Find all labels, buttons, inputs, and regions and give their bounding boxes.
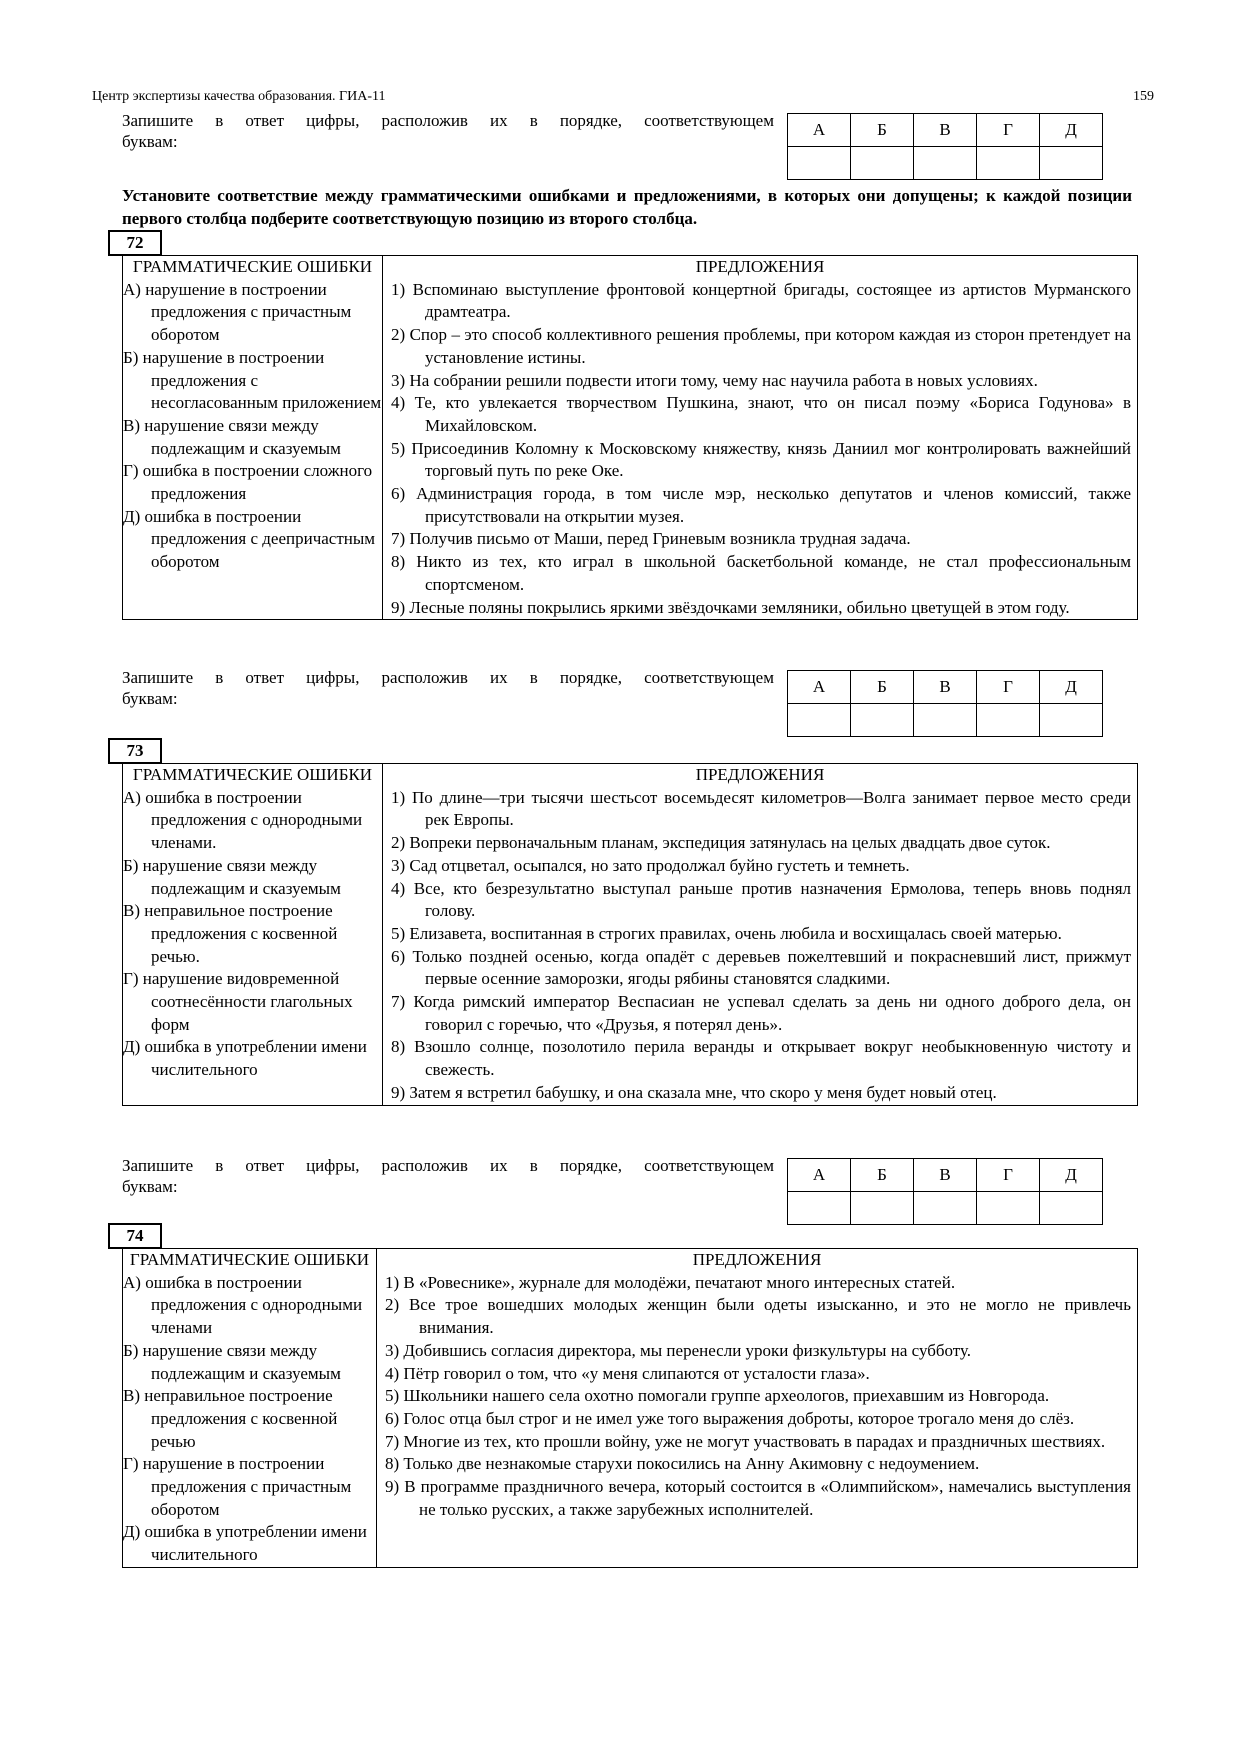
sentence-item: 5) Школьники нашего села охотно помогали группе археологов, приехавшим из Новгорода. — [385, 1386, 1050, 1406]
question-table-72 — [122, 255, 1138, 620]
answer-letter-b: Б — [851, 114, 914, 147]
question-table-74 — [122, 1248, 1138, 1568]
answer-cell[interactable] — [788, 1192, 851, 1225]
sentence-item: 5) Елизавета, воспитанная в строгих правилах, очень любила и восхищалась своей матерью. — [391, 923, 1062, 943]
error-item: А) ошибка в построении предложения с однородными членами. — [123, 787, 363, 853]
error-item: Г) нарушение в построении предложения с причастным оборотом — [123, 1454, 352, 1519]
sentence-item: 3) На собрании решили подвести итоги тому, чему нас научила работа в новых условиях. — [391, 370, 1038, 390]
error-item: Д) ошибка в употреблении имени числительного — [123, 1522, 367, 1565]
answer-letter-a: А — [788, 1159, 851, 1192]
task-instruction: Установите соответствие между грамматическими ошибками и предложениями, в которых они допущены; к каждой позиции первого столбца подберите соответствующую позицию из второго столбца. — [122, 186, 1132, 228]
error-item: Б) нарушение в построении предложения с несогласованным приложением — [123, 347, 382, 413]
question-number-72: 72 — [108, 230, 162, 256]
answer-letter-b: Б — [851, 671, 914, 704]
sentences-header: ПРЕДЛОЖЕНИЯ — [692, 1250, 822, 1269]
question-table-73 — [122, 763, 1138, 1106]
sentence-item: 7) Когда римский император Веспасиан не успевал сделать за день ни одного доброго дела, он говорил с горечью, что «Друзья, я потерял день». — [391, 992, 1131, 1034]
answer-prompt — [122, 110, 774, 152]
sentence-item: 7) Многие из тех, кто прошли войну, уже не могут участвовать в парадах и праздничных шествиях. — [385, 1431, 1106, 1451]
sentence-item: 1) По длине—три тысячи шестьсот восемьдесят километров—Волга занимает первое место среди рек Европы. — [391, 787, 1131, 830]
prompt-line-1: Запишите в ответ цифры, расположив их в порядке, соответствующем — [122, 668, 774, 687]
error-item: А) ошибка в построении предложения с однородными членами — [123, 1272, 363, 1338]
answer-letter-b: Б — [851, 1159, 914, 1192]
error-item: В) нарушение связи между подлежащим и сказуемым — [123, 415, 341, 458]
answer-letter-a: А — [788, 114, 851, 147]
answer-cell[interactable] — [1040, 704, 1103, 737]
sentence-item: 2) Все трое вошедших молодых женщин были одеты изысканно, и это не могло не привлечь внимания. — [385, 1295, 1131, 1338]
answer-letter-v: В — [914, 671, 977, 704]
sentence-item: 9) Затем я встретил бабушку, и она сказала мне, что скоро у меня будет новый отец. — [391, 1082, 997, 1102]
answer-cell[interactable] — [914, 704, 977, 737]
answer-cell[interactable] — [788, 704, 851, 737]
answer-cell[interactable] — [914, 1192, 977, 1225]
question-number-74: 74 — [108, 1223, 162, 1249]
sentence-item: 6) Администрация города, в том числе мэр, несколько депутатов и членов комиссий, также присутствовали на открытии музея. — [391, 484, 1131, 526]
sentence-item: 9) В программе праздничного вечера, который состоится в «Олимпийском», намечались выступления не только русских, а также зарубежных исполнителей. — [385, 1477, 1131, 1519]
sentence-item: 9) Лесные поляны покрылись яркими звёздочками земляники, обильно цветущей в этом году. — [391, 597, 1070, 617]
sentence-item: 3) Добившись согласия директора, мы перенесли уроки физкультуры на субботу. — [385, 1340, 972, 1360]
sentence-item: 5) Присоединив Коломну к Московскому княжеству, князь Даниил мог контролировать важнейший торговый путь по реке Оке. — [391, 438, 1131, 481]
sentences-header: ПРЕДЛОЖЕНИЯ — [695, 257, 825, 276]
sentence-item: 6) Голос отца был строг и не имел уже того выражения доброты, которое трогало меня до слёз. — [385, 1408, 1075, 1428]
errors-header: ГРАММАТИЧЕСКИЕ ОШИБКИ — [129, 1250, 370, 1269]
sentences-column — [383, 256, 1138, 620]
answer-cell[interactable] — [1040, 147, 1103, 180]
sentence-item: 4) Те, кто увлекается творчеством Пушкина, знают, что он писал поэму «Бориса Годунова» в Михайловском. — [391, 393, 1131, 435]
answer-letter-d: Д — [1040, 1159, 1103, 1192]
prompt-line-1: Запишите в ответ цифры, расположив их в порядке, соответствующем — [122, 1156, 774, 1175]
sentences-header: ПРЕДЛОЖЕНИЯ — [695, 765, 825, 784]
header-title: Центр экспертизы качества образования. ГИА-11 — [92, 89, 386, 104]
prompt-line-2: буквам: — [122, 689, 178, 708]
answer-grid-prev — [787, 113, 1103, 180]
prompt-line-2: буквам: — [122, 1177, 178, 1196]
question-number-73: 73 — [108, 738, 162, 764]
answer-letter-v: В — [914, 114, 977, 147]
error-item: Г) ошибка в построении сложного предложения — [123, 461, 373, 504]
page-header — [92, 89, 1154, 105]
answer-cell[interactable] — [977, 1192, 1040, 1225]
sentence-item: 1) В «Ровеснике», журнале для молодёжи, печатают много интересных статей. — [385, 1272, 956, 1292]
answer-letter-g: Г — [977, 114, 1040, 147]
sentence-item: 7) Получив письмо от Маши, перед Гриневым возникла трудная задача. — [391, 529, 911, 549]
page-number: 159 — [1133, 89, 1154, 104]
errors-header: ГРАММАТИЧЕСКИЕ ОШИБКИ — [132, 257, 373, 276]
sentence-item: 3) Сад отцветал, осыпался, но зато продолжал буйно густеть и темнеть. — [391, 855, 910, 875]
sentence-item: 8) Только две незнакомые старухи покосились на Анну Акимовну с недоумением. — [385, 1454, 980, 1474]
error-item: Б) нарушение связи между подлежащим и сказуемым — [123, 1340, 341, 1383]
errors-column — [123, 1249, 377, 1568]
answer-cell[interactable] — [851, 1192, 914, 1225]
answer-letter-d: Д — [1040, 671, 1103, 704]
sentence-item: 4) Все, кто безрезультатно выступал раньше против назначения Ермолова, теперь вновь поднял голову. — [391, 878, 1131, 921]
sentence-item: 2) Вопреки первоначальным планам, экспедиция затянулась на целых двадцать двое суток. — [391, 833, 1051, 853]
error-item: Б) нарушение связи между подлежащим и сказуемым — [123, 855, 341, 898]
error-item: Г) нарушение видовременной соотнесённости глагольных форм — [123, 969, 353, 1034]
answer-prompt — [122, 667, 774, 709]
answer-letter-v: В — [914, 1159, 977, 1192]
error-item: Д) ошибка в построении предложения с деепричастным оборотом — [123, 506, 376, 572]
prompt-line-2: буквам: — [122, 132, 178, 151]
prompt-line-1: Запишите в ответ цифры, расположив их в порядке, соответствующем — [122, 111, 774, 130]
answer-cell[interactable] — [1040, 1192, 1103, 1225]
answer-cell[interactable] — [914, 147, 977, 180]
answer-letter-a: А — [788, 671, 851, 704]
answer-cell[interactable] — [977, 704, 1040, 737]
errors-column — [123, 256, 383, 620]
error-item: В) неправильное построение предложения с косвенной речью. — [123, 901, 338, 966]
error-item: В) неправильное построение предложения с косвенной речью — [123, 1386, 338, 1451]
answer-grid-73 — [787, 1158, 1103, 1225]
answer-letter-d: Д — [1040, 114, 1103, 147]
answer-prompt — [122, 1155, 774, 1197]
answer-letter-g: Г — [977, 671, 1040, 704]
sentence-item: 4) Пётр говорил о том, что «у меня слипаются от усталости глаза». — [385, 1363, 870, 1383]
sentence-item: 2) Спор – это способ коллективного решения проблемы, при котором каждая из сторон претендует на установление истины. — [391, 325, 1131, 367]
sentence-item: 8) Никто из тех, кто играл в школьной баскетбольной команде, не стал профессиональным спортсменом. — [391, 552, 1131, 594]
sentences-column — [377, 1249, 1138, 1568]
errors-column — [123, 764, 383, 1106]
answer-cell[interactable] — [851, 147, 914, 180]
sentences-column — [383, 764, 1138, 1106]
sentence-item: 6) Только поздней осенью, когда опадёт с деревьев пожелтевший и покрасневший лист, прижмут первые осенние заморозки, ягоды рябины становятся сладкими. — [391, 946, 1131, 989]
answer-letter-g: Г — [977, 1159, 1040, 1192]
answer-cell[interactable] — [977, 147, 1040, 180]
sentence-item: 8) Взошло солнце, позолотило перила веранды и открывает вокруг необыкновенную чистоту и свежесть. — [391, 1037, 1131, 1080]
answer-grid-72 — [787, 670, 1103, 737]
errors-header: ГРАММАТИЧЕСКИЕ ОШИБКИ — [132, 765, 373, 784]
answer-cell[interactable] — [851, 704, 914, 737]
error-item: А) нарушение в построении предложения с причастным оборотом — [123, 279, 352, 345]
sentence-item: 1) Вспоминаю выступление фронтовой концертной бригады, состоящее из артистов Мурманского драмтеатра. — [391, 279, 1131, 322]
answer-cell[interactable] — [788, 147, 851, 180]
error-item: Д) ошибка в употреблении имени числительного — [123, 1037, 367, 1080]
